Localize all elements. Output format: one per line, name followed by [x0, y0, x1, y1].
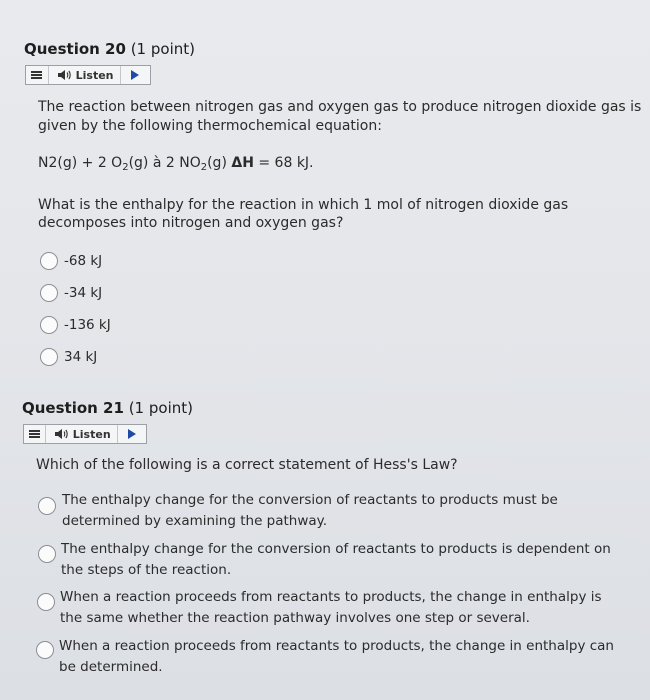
option-label: -34 kJ	[64, 285, 103, 301]
listen-control-q21[interactable]	[23, 424, 147, 444]
radio-button[interactable]	[40, 348, 58, 366]
option-label: -68 kJ	[64, 253, 103, 269]
listen-control-q20[interactable]	[25, 65, 151, 85]
menu-icon[interactable]	[24, 425, 46, 443]
radio-button[interactable]	[37, 593, 55, 611]
option-label: The enthalpy change for the conversion of reactants to products must be determined by examining the pathway.	[62, 492, 558, 529]
radio-button[interactable]	[40, 316, 58, 334]
question-20-ask-line1: What is the enthalpy for the reaction in which 1 mol of nitrogen dioxide gas	[38, 197, 569, 213]
menu-icon[interactable]	[26, 66, 49, 84]
speaker-icon	[54, 428, 68, 440]
question-20-stem-line2: given by the following thermochemical equation:	[38, 118, 382, 134]
question-21-stem: Which of the following is a correct statement of Hess's Law?	[36, 457, 458, 473]
play-icon	[128, 429, 136, 439]
question-20-stem-line1: The reaction between nitrogen gas and oxygen gas to produce nitrogen dioxide gas is	[38, 99, 642, 115]
play-button[interactable]	[121, 66, 150, 84]
radio-button[interactable]	[36, 641, 54, 659]
question-20-ask-line2: decomposes into nitrogen and oxygen gas?	[38, 215, 344, 231]
option-label: The enthalpy change for the conversion of reactants to products is dependent on the steps of the reaction.	[61, 541, 611, 578]
listen-label: Listen	[72, 427, 111, 441]
radio-button[interactable]	[40, 252, 58, 270]
question-20-title: Question 20 (1 point)	[24, 40, 195, 58]
option-label: When a reaction proceeds from reactants to products, the change in enthalpy is the same whether the reaction pathway involves one step or several.	[60, 589, 602, 626]
play-button[interactable]	[118, 425, 146, 443]
option-label: 34 kJ	[64, 349, 98, 365]
radio-button[interactable]	[40, 284, 58, 302]
speaker-icon	[57, 69, 71, 81]
listen-label: Listen	[75, 68, 114, 82]
radio-button[interactable]	[38, 497, 56, 515]
play-icon	[131, 70, 139, 80]
listen-button[interactable]	[49, 66, 121, 84]
radio-button[interactable]	[38, 545, 56, 563]
thermochemical-equation: N2(g) + 2 $O_2(g)$ à 2 $NO_2(g) \Delta H = 68$ kJ.	[38, 155, 314, 173]
question-21-title: Question 21 (1 point)	[22, 399, 193, 417]
listen-button[interactable]	[46, 425, 118, 443]
option-label: -136 kJ	[64, 317, 111, 333]
option-label: When a reaction proceeds from reactants to products, the change in enthalpy can be determined.	[59, 638, 614, 675]
